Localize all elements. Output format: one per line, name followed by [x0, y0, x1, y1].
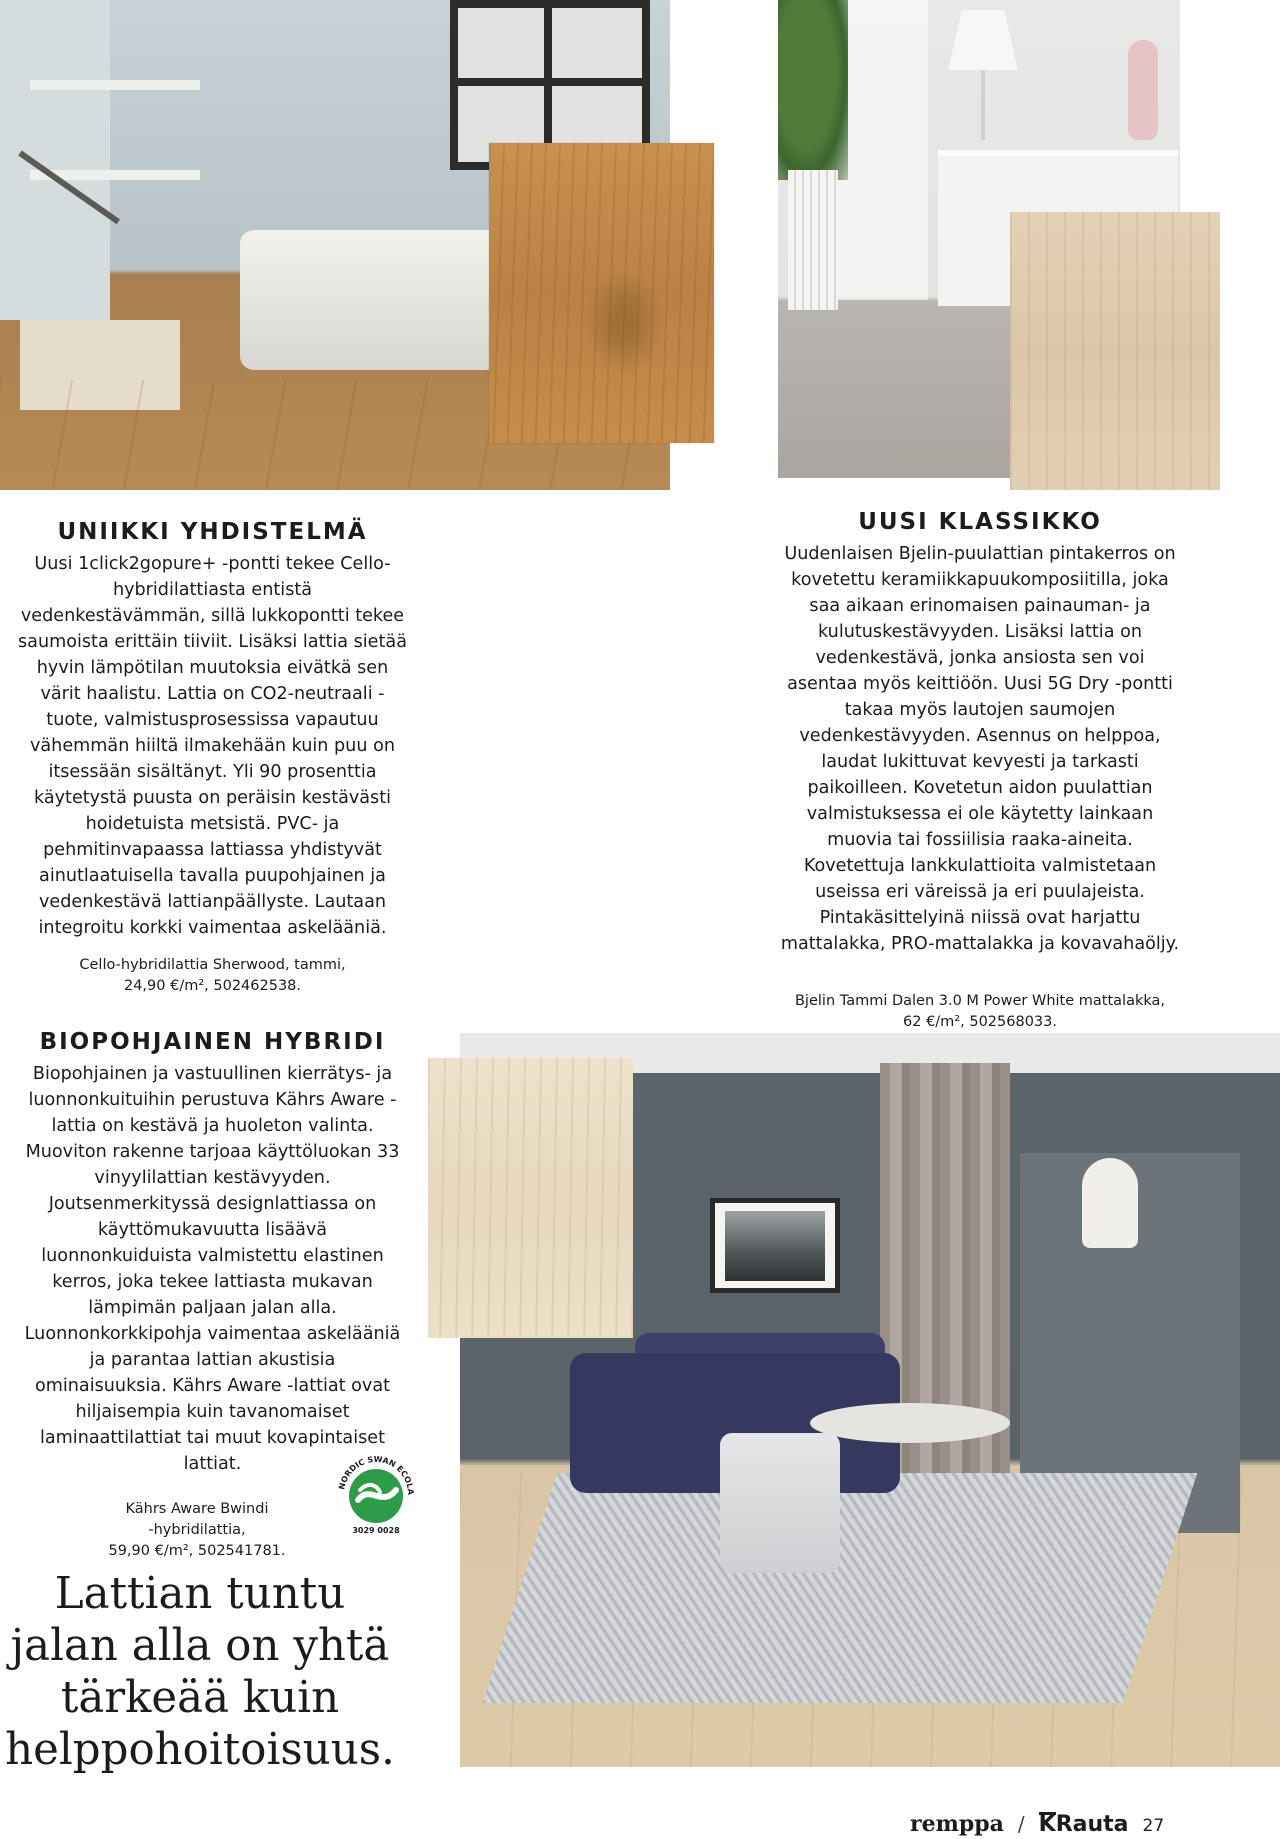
- krauta-logo: [1039, 1812, 1129, 1837]
- light-oak-swatch: [428, 1058, 633, 1338]
- product-caption: Bjelin Tammi Dalen 3.0 M Power White mattalakka,: [794, 993, 1165, 1010]
- product-price: 24,90 €/m², 502462538.: [123, 978, 302, 995]
- coffee-table: [810, 1403, 1010, 1443]
- page-footer: [910, 1811, 1164, 1839]
- oak-floor-swatch: [489, 143, 714, 443]
- bedroom-shelf: [30, 80, 200, 90]
- section-heading: UNIIKKI YHDISTELMÄ: [57, 519, 368, 545]
- quote-line: helppohoitoisuus.: [5, 1725, 395, 1775]
- bed: [240, 230, 500, 370]
- product-caption: Cello-hybridilattia Sherwood, tammi,: [79, 957, 346, 974]
- product-caption: Kährs Aware Bwindi: [125, 1501, 269, 1518]
- rug: [483, 1473, 1198, 1703]
- quote-line: tärkeää kuin: [60, 1673, 340, 1723]
- page-number: 27: [1142, 1816, 1165, 1836]
- pull-quote: [0, 1568, 400, 1776]
- plant: [778, 0, 848, 180]
- section-heading: BIOPOHJAINEN HYBRIDI: [39, 1029, 386, 1055]
- pale-oak-swatch: [1010, 212, 1220, 490]
- section-uniikki: [0, 490, 425, 995]
- quote-line: jalan alla on yhtä: [10, 1621, 390, 1671]
- table-lamp: [948, 10, 1018, 70]
- section-klassikko: [780, 490, 1180, 1031]
- framed-poster: [710, 1198, 840, 1293]
- product-price: 59,90 €/m², 502541781.: [108, 1543, 286, 1560]
- pink-vase: [1128, 40, 1158, 140]
- pendant-lamp: [1082, 1158, 1138, 1248]
- section-body: Biopohjainen ja vastuullinen kierrätys- ja luonnonkuituihin perustuva Kährs Aware -lattia on kestävä ja huoleton valinta. Muoviton rakenne tarjoaa käyttöluokan 33 vinyylilattian kestävyyden. Joutsenmerkityssä designlattiassa on käyttömukavuutta lisäävä luonnonkuiduista valmistettu elastinen kerros, joka tekee lattiasta mukavan lämpimän paljaan jalan alla. Luonnonkorkkipohja vaimentaa askelääniä ja parantaa lattian akustisia ominaisuuksia. Kährs Aware -lattiat ovat hiljaisempia kuin tavanomaiset laminaattilattiat tai muut kovapintaiset lattiat.: [24, 1064, 401, 1475]
- ecolabel-text: NORDIC SWAN ECOLA: [337, 1454, 416, 1496]
- nordic-swan-ecolabel-icon: [330, 1444, 422, 1536]
- footer-separator: /: [1017, 1812, 1025, 1836]
- bedroom-wall-niche: [0, 0, 110, 320]
- quote-line: Lattian tuntu: [54, 1569, 346, 1619]
- section-body: Uusi 1click2gopure+ -pontti tekee Cello-hybridilattiasta entistä vedenkestävämmän, sillä lukkopontti tekee saumoista erittäin tiiviit. Lisäksi lattia sietää hyvin lämpötilan muutoksia eivätkä sen värit haalistu. Lattia on CO2-neutraali -tuote, valmistusprosessissa vapautuu vähemmän hiiltä ilmakehään kuin puu on itsessään sisältänyt. Yli 90 prosenttia käytetystä puusta on peräisin kestävästi hoidetuista metsistä. PVC- ja pehmitinvapaassa lattiassa yhdistyvät ainutlaatuisella tavalla puupohjainen ja vedenkestävä lattianpäällyste. Lautaan integroitu korkki vaimentaa askelääniä.: [18, 554, 407, 939]
- section-body: Uudenlaisen Bjelin-puulattian pintakerros on kovetettu keramiikkapuukomposiitilla, joka saa aikaan erinomaisen painauman- ja kulutuskestävyyden. Lisäksi lattia on vedenkestävä, jonka ansiosta sen voi asentaa myös keittiöön. Uusi 5G Dry -pontti takaa myös lautojen saumojen vedenkestävyyden. Asennus on helppoa, laudat lukittuvat kevyesti ja tarkasti paikoilleen. Kovetetun aidon puulattian valmistuksessa ei ole käytetty lainkaan muovia tai fossiilisia raaka-aineita. Kovetettuja lankkulattioita valmistetaan useissa eri väreissä ja eri puulajeista. Pintakäsittelyinä niissä ovat harjattu mattalakka, PRO-mattalakka ja kovavahaöljy.: [780, 544, 1180, 955]
- product-price: 62 €/m², 502568033.: [903, 1014, 1057, 1031]
- section-heading: UUSI KLASSIKKO: [858, 509, 1102, 535]
- krauta-k: K: [1038, 1812, 1056, 1837]
- krauta-rest: Rauta: [1055, 1812, 1129, 1837]
- sheer-curtain: [838, 0, 928, 300]
- remppa-logo: remppa: [910, 1811, 1004, 1837]
- table-lamp-stem: [981, 70, 985, 140]
- radiator: [788, 170, 838, 310]
- product-caption: -hybridilattia,: [148, 1522, 246, 1539]
- pouf: [720, 1433, 840, 1573]
- ecolabel-number: 3029 0028: [352, 1526, 400, 1535]
